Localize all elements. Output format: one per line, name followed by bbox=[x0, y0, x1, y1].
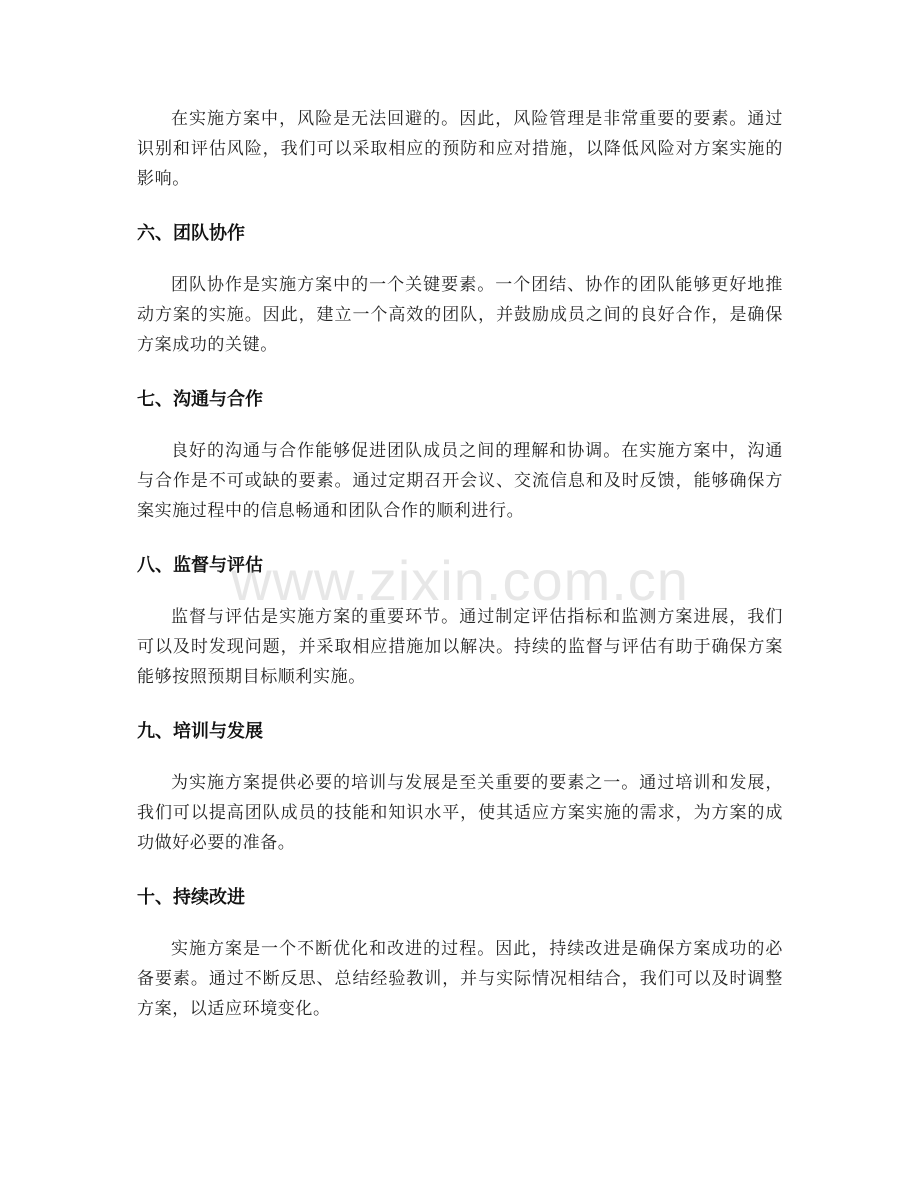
section-paragraph-communication: 良好的沟通与合作能够促进团队成员之间的理解和协调。在实施方案中，沟通与合作是不可或缺的要素。通过定期召开会议、交流信息和及时反馈，能够确保方案实施过程中的信息畅通和团队合作的顺利进行。 bbox=[137, 441, 783, 521]
section-heading-communication: 七、沟通与合作 bbox=[137, 389, 263, 410]
section-heading-team-collaboration: 六、团队协作 bbox=[137, 223, 245, 244]
section-paragraph-improvement: 实施方案是一个不断优化和改进的过程。因此，持续改进是确保方案成功的必备要素。通过不断反思、总结经验教训，并与实际情况相结合，我们可以及时调整方案，以适应环境变化。 bbox=[137, 939, 783, 1019]
section-heading-improvement: 十、持续改进 bbox=[137, 887, 245, 908]
document-body bbox=[137, 104, 783, 1024]
section-paragraph-supervision: 监督与评估是实施方案的重要环节。通过制定评估指标和监测方案进展，我们可以及时发现问题，并采取相应措施加以解决。持续的监督与评估有助于确保方案能够按照预期目标顺利实施。 bbox=[137, 607, 783, 687]
section-paragraph-team-collaboration: 团队协作是实施方案中的一个关键要素。一个团结、协作的团队能够更好地推动方案的实施。因此，建立一个高效的团队，并鼓励成员之间的良好合作，是确保方案成功的关键。 bbox=[137, 275, 783, 355]
section-heading-training: 九、培训与发展 bbox=[137, 721, 263, 742]
section-paragraph-training: 为实施方案提供必要的培训与发展是至关重要的要素之一。通过培训和发展，我们可以提高团队成员的技能和知识水平，使其适应方案实施的需求，为方案的成功做好必要的准备。 bbox=[137, 773, 783, 853]
section-heading-supervision: 八、监督与评估 bbox=[137, 555, 263, 576]
watermark: www.zixin.com.cn bbox=[231, 549, 689, 612]
intro-paragraph: 在实施方案中，风险是无法回避的。因此，风险管理是非常重要的要素。通过识别和评估风险，我们可以采取相应的预防和应对措施，以降低风险对方案实施的影响。 bbox=[137, 109, 783, 189]
